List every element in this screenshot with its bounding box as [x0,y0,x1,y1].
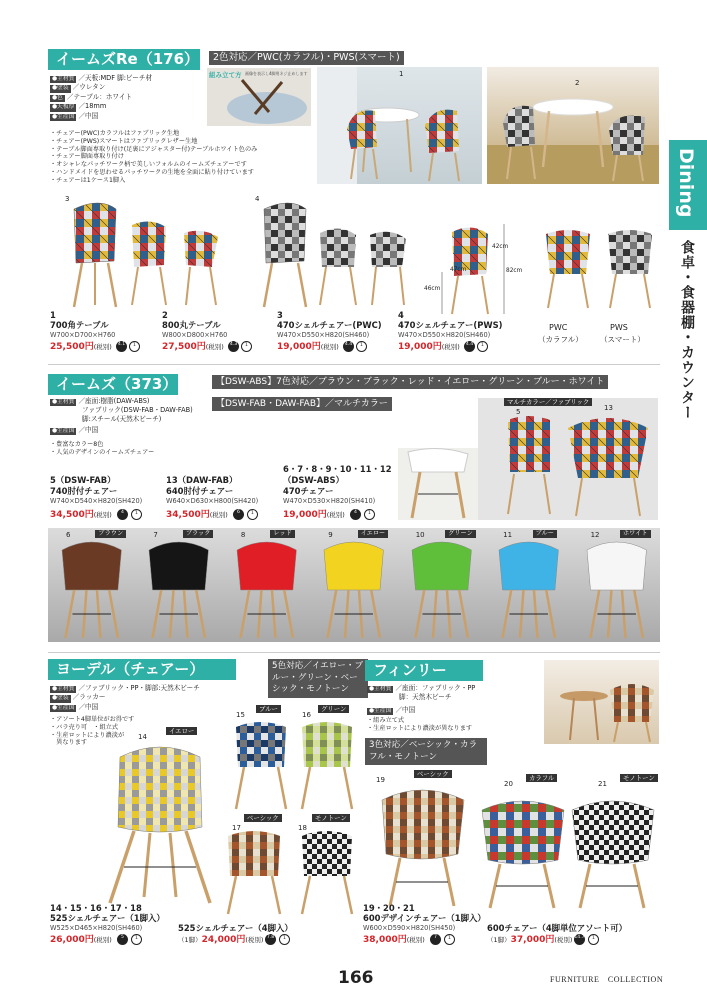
room-photo-1: 1 [317,67,482,184]
volume-badge: 6 [233,509,244,520]
color-chair-11 [485,528,572,642]
section-desc-yodel: 5色対応／イエロー・ブルー・グリーン・ベーシック・モノトーン [268,659,368,698]
section-title-finley: フィンリー [365,660,483,681]
quantity-badge: 1 [477,341,488,352]
quantity-badge: 1 [131,509,142,520]
volume-badge: 4.4 [343,341,354,352]
chair-seat [149,542,208,590]
finley-monotone-chair: 21 モノトーン [564,780,660,910]
color-chair-shape [398,528,485,642]
section-title-yodel: ヨーデル（チェアー） [48,659,236,680]
color-chair-label: グリーン [445,530,476,538]
volume-badge: 4.4 [464,341,475,352]
divider [48,364,660,365]
color-chair-shape [310,528,397,642]
multicolor-label: マルチカラー／ファブリック [504,398,592,406]
yodel-monotone-chair: モノトーン 18 [292,814,360,918]
chair-pwc-front [540,228,596,310]
quantity-badge: 1 [131,934,142,945]
color-chair-6 [48,528,135,642]
yodel-yellow-chair: イエロー 14 [90,727,240,907]
volume-badge: 4.3 [228,341,239,352]
color-chair-shape [485,528,572,642]
section-desc-eames-abs: 【DSW-ABS】7色対応／ブラウン・ブラック・レッド・イエロー・グリーン・ブルー・ホワイト [212,375,608,389]
finley-basic-chair: 19 ベーシック [372,770,472,910]
quantity-badge: 1 [129,341,140,352]
color-chair-num: 10 [415,531,425,539]
finley-room-photo [544,660,659,744]
quantity-badge: 1 [247,509,258,520]
spec-list-finley: ●主材質 ／座面：ファブリック・PP 脚：天然木ビーチ ●生産国 ／中国 [369,684,476,714]
volume-badge: 4 [350,509,361,520]
eames-multicolor-photo: マルチカラー／ファブリック 5 13 [478,398,658,520]
color-chair-label: ホワイト [620,530,651,538]
dim-depth: 47cm [450,267,467,273]
section-desc-eames-re: 2色対応／PWC(カラフル)・PWS(スマート) [209,51,404,65]
volume-badge: 7.8 [265,934,276,945]
section-desc-eames-fab: 【DSW-FAB・DAW-FAB】／マルチカラー [212,397,392,411]
assembly-label: 組み立て方 [209,71,242,79]
color-chair-label: レッド [270,530,295,538]
color-chair-num: 9 [328,531,333,539]
dim-total-height: 82cm [506,268,523,274]
yodel-green-chair: グリーン 16 [292,705,360,813]
volume-badge: 4 [117,509,128,520]
chair-seat [587,542,646,590]
assembly-note: 画像を表示し4脚用ネジ止めします [245,71,308,76]
color-chair-12 [573,528,660,642]
chair-photo-pwc: 3 [60,195,260,310]
footer-brand: FURNITURE COLLECTION [550,975,664,984]
chair-photo-pws: 4 [250,195,420,310]
divider [48,652,660,653]
color-chair-row [48,528,660,642]
color-chair-shape [223,528,310,642]
color-chair-label: ブラウン [95,530,126,538]
section-title-eames-re: イームズRe（176） [48,49,200,70]
sidebar-dining-label: Dining [675,148,697,218]
section-desc-finley: 3色対応／ベーシック・カラフル・モノトーン [365,738,487,765]
pws-label: PWS [610,323,628,332]
color-chair-7 [135,528,222,642]
chair-seat [324,542,383,590]
chair-seat [412,542,471,590]
color-chair-label: ブルー [533,530,557,538]
finley-colorful-chair: 20 カラフル [474,780,570,910]
notes-eames-re: ・チェアー(PWC)カラフルはファブリック生地 ・チェアー(PWS)スマートはファブリックレザー生地 ・テーブル脚面専取り付け(足裏にアジャスター付)テーブルホワイト色のみ ・チェアー脚面専取り付け ・オシャレなパッチワーク柄で美しいフォルムのイームズチェアーです ・ハンドメイドを思わせるパッチワークの生地を全面に貼り付けています ・チェアーは1ケース1脚入 [50,130,258,184]
volume-badge: 7 [430,934,441,945]
quantity-badge: 1 [444,934,455,945]
quantity-badge: 1 [364,509,375,520]
quantity-badge: 1 [356,341,367,352]
dim-seat-height: 46cm [424,286,441,292]
spec-list-eames: ●主材質 ／座面:樹脂(DAW-ABS) ファブリック(DSW-FAB・DAW-FAB) 脚:スチール(天然木ビーチ) ●生産国 ／中国 [52,397,193,434]
chair-seat [499,542,558,590]
sidebar [669,140,707,230]
quantity-badge: 1 [241,341,252,352]
yodel-blue-chair: ブルー 15 [226,705,294,813]
color-chair-10 [398,528,485,642]
sidebar-category-label: 食卓・食器棚・カウンター [679,240,695,420]
color-chair-8 [223,528,310,642]
volume-badge: 5 [117,934,128,945]
assembly-photo [207,68,311,126]
notes-yodel: ・アソート4脚単位がお得です ・バラ売り可 ・組立式 ・生産ロットにより濃淡が 異なります [50,716,135,747]
volume-badge: 14.7 [574,934,585,945]
pwc-sublabel: （カラフル） [538,335,583,344]
pws-sublabel: （スマート） [600,335,645,344]
eames-white-legs-photo [398,448,478,520]
notes-eames: ・豊富なカラー8色 ・人気のデザインのイームズチェアー [50,441,155,456]
color-chair-num: 8 [240,531,246,539]
color-chair-shape [135,528,222,642]
color-chair-shape [573,528,660,642]
page-number: 166 [338,968,374,988]
room-photo-2: 2 [487,67,659,184]
color-chair-num: 7 [153,531,158,539]
color-chair-num: 11 [503,531,513,539]
dim-height-back: 42cm [492,244,509,250]
yodel-basic-chair: ベーシック 17 [218,814,290,918]
color-chair-shape [48,528,135,642]
chair-seat [62,542,121,590]
pwc-label: PWC [549,323,568,332]
notes-finley: ・組み立て式 ・生産ロットにより濃淡が異なります [367,717,473,732]
section-title-eames: イームズ（373） [48,374,178,395]
chair-seat [237,542,296,590]
color-chair-9 [310,528,397,642]
color-chair-num: 6 [66,531,71,539]
quantity-badge: 1 [588,934,599,945]
chair-dimension-photo [422,222,532,318]
color-chair-num: 12 [590,531,600,539]
chair-pws-front [602,228,658,310]
spec-list-yodel: ●主材質 ／ファブリック・PP・脚部:天然木ビーチ ●塗装 ／ラッカー ●生産国 ／中国 [52,684,200,711]
volume-badge: 4.1 [116,341,127,352]
quantity-badge: 1 [279,934,290,945]
spec-list-eames-re: ●主材質 ／天板:MDF 脚:ビーチ材 ●塗装 ／ウレタン ●色 ／テーブル：ホワイト ●天板厚 ／18mm ●生産国 ／中国 [52,74,153,120]
color-chair-label: ブラック [183,530,214,538]
color-chair-label: イエロー [358,530,389,538]
